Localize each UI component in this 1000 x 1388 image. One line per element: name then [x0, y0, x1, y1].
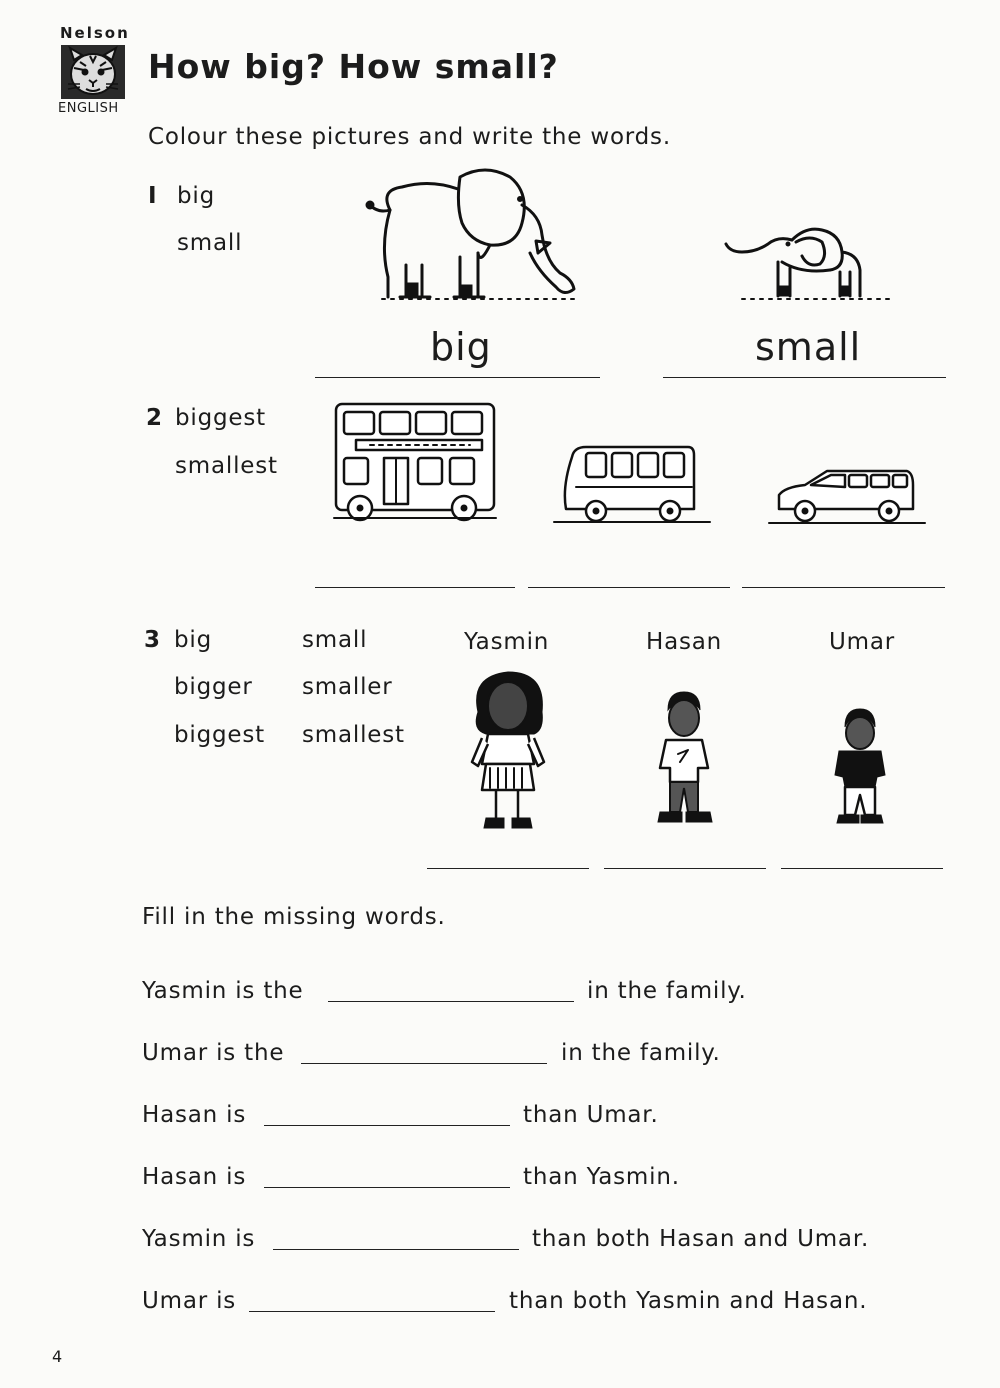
answer-line-1a[interactable]: [315, 377, 600, 378]
answer-line-1b[interactable]: [663, 377, 946, 378]
sentence-6-after: than both Yasmin and Hasan.: [509, 1288, 868, 1314]
logo-top-text: Nelson: [60, 24, 130, 42]
logo-bottom-text: ENGLISH: [58, 101, 119, 116]
sentence-5-before: Yasmin is: [142, 1226, 256, 1252]
section3-word-big: big: [174, 627, 212, 653]
sentence-2-before: Umar is the: [142, 1040, 285, 1066]
sentence-3-blank[interactable]: [264, 1125, 510, 1126]
sentence-2-after: in the family.: [561, 1040, 721, 1066]
double-decker-bus-picture: [330, 400, 500, 524]
answer-line-2b[interactable]: [528, 587, 730, 588]
answer-small: small: [755, 325, 862, 369]
section2-number: 2: [146, 405, 163, 431]
instruction: Colour these pictures and write the words.: [148, 124, 671, 150]
minibus-picture: [552, 443, 712, 527]
sentence-5-after: than both Hasan and Umar.: [532, 1226, 870, 1252]
sentence-5-blank[interactable]: [273, 1249, 519, 1250]
sentence-1-after: in the family.: [587, 978, 747, 1004]
section2-word-smallest: smallest: [175, 453, 278, 479]
small-elephant-picture: [722, 222, 892, 304]
name-hasan: Hasan: [646, 629, 723, 655]
section3-word-biggest: biggest: [174, 722, 265, 748]
hasan-figure: [654, 688, 716, 828]
nelson-english-logo: [56, 24, 134, 116]
section3-word-smallest: smallest: [302, 722, 405, 748]
section1-word-small: small: [177, 230, 243, 256]
section3-number: 3: [144, 627, 161, 653]
section3-word-small: small: [302, 627, 368, 653]
sentence-2-blank[interactable]: [301, 1063, 547, 1064]
car-picture: [765, 465, 927, 527]
sentence-4-blank[interactable]: [264, 1187, 510, 1188]
sentence-6-blank[interactable]: [249, 1311, 495, 1312]
name-umar: Umar: [829, 629, 895, 655]
answer-line-2c[interactable]: [742, 587, 945, 588]
sentence-1-before: Yasmin is the: [142, 978, 304, 1004]
section3-word-smaller: smaller: [302, 674, 393, 700]
yasmin-figure: [464, 668, 554, 832]
section1-number: I: [148, 183, 158, 209]
sentence-3-after: than Umar.: [523, 1102, 659, 1128]
tiger-icon: [60, 44, 126, 100]
sentence-6-before: Umar is: [142, 1288, 237, 1314]
sentence-4-after: than Yasmin.: [523, 1164, 680, 1190]
name-yasmin: Yasmin: [464, 629, 550, 655]
sentence-1-blank[interactable]: [328, 1001, 574, 1002]
sentence-3-before: Hasan is: [142, 1102, 247, 1128]
fill-in-heading: Fill in the missing words.: [142, 904, 446, 930]
sentence-4-before: Hasan is: [142, 1164, 247, 1190]
section1-word-big: big: [177, 183, 215, 209]
answer-line-3c[interactable]: [781, 868, 943, 869]
answer-line-3b[interactable]: [604, 868, 766, 869]
big-elephant-picture: [360, 165, 585, 305]
umar-figure: [831, 707, 889, 827]
section3-word-bigger: bigger: [174, 674, 253, 700]
answer-line-3a[interactable]: [427, 868, 589, 869]
page-title: How big? How small?: [148, 47, 559, 86]
answer-big: big: [430, 325, 492, 369]
answer-line-2a[interactable]: [315, 587, 515, 588]
section2-word-biggest: biggest: [175, 405, 266, 431]
page-number: 4: [52, 1347, 63, 1366]
